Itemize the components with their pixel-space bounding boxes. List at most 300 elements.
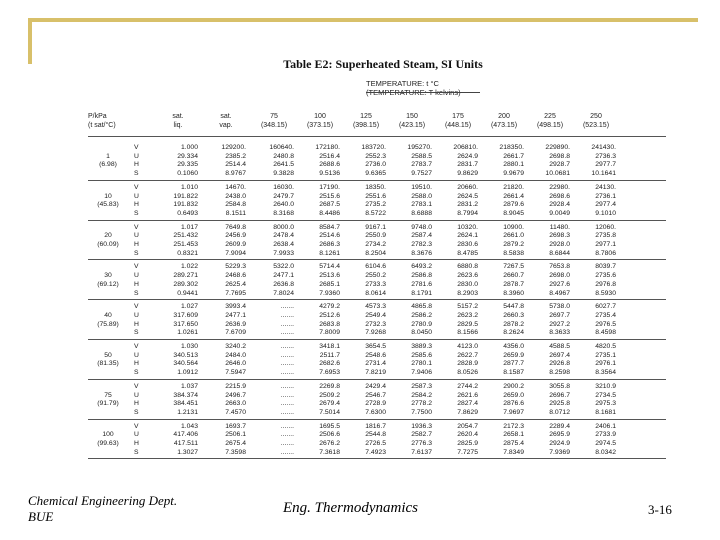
table-cell: 1936.3 (411, 422, 432, 430)
table-cell: 2830.6 (457, 241, 478, 248)
pressure-value: 30 (104, 272, 112, 280)
table-cell: 2696.7 (549, 391, 570, 399)
table-cell: 4279.2 (319, 303, 340, 311)
column-header-label: sat. (220, 113, 232, 120)
table-cell: 2975.3 (595, 400, 616, 408)
table-cell: 2609.9 (225, 241, 246, 248)
pressure-value: 40 (104, 311, 112, 319)
footer-university: BUE (28, 509, 54, 524)
table-cell: 2513.6 (319, 272, 340, 280)
table-row (88, 263, 668, 271)
table-cell: 2783.7 (411, 161, 432, 169)
table-cell: 2877.7 (503, 360, 524, 368)
table-cell: ....... (280, 422, 294, 430)
table-cell: 3889.3 (411, 343, 432, 350)
table-cell: 2778.2 (411, 400, 432, 408)
block-rule (88, 458, 666, 459)
column-header-label: 125 (360, 113, 372, 120)
table-row (88, 343, 668, 351)
table-cell: 8.3168 (273, 209, 294, 217)
table-cell: 7.7275 (457, 448, 478, 456)
column-header-label: 175 (452, 113, 464, 120)
table-cell: 2625.4 (225, 280, 246, 288)
column-header-5 (344, 112, 388, 130)
table-cell: ....... (280, 431, 294, 439)
column-header-sub: (398.15) (352, 122, 380, 129)
table-cell: 2623.6 (457, 272, 478, 280)
property-symbol: H (134, 360, 139, 368)
table-cell: 7.7500 (411, 408, 432, 416)
table-row (88, 449, 668, 457)
column-header-sub: (523.15) (582, 122, 610, 129)
table-cell: 8.4598 (595, 329, 616, 337)
table-cell: 2726.5 (365, 440, 386, 447)
table-cell: 2659.9 (503, 351, 524, 359)
table-cell: 384.374 (173, 391, 198, 399)
page-number: 3-16 (648, 502, 672, 517)
table-cell: 0.9441 (177, 289, 198, 297)
table-cell: 2584.8 (225, 201, 246, 209)
table-cell: 9748.0 (411, 223, 432, 231)
table-cell: 9.0049 (549, 209, 570, 217)
table-cell: 2676.2 (319, 440, 340, 447)
table-row (88, 409, 668, 417)
table-cell: 2732.3 (365, 320, 386, 328)
footer-course-title: Eng. Thermodynamics (283, 500, 418, 516)
table-cell: 2977.4 (595, 201, 616, 209)
table-cell: 8584.7 (319, 223, 340, 231)
property-symbol: V (134, 144, 139, 151)
table-row (88, 383, 668, 391)
table-cell: 5229.3 (225, 263, 246, 271)
table-cell: ....... (280, 329, 294, 337)
table-row (88, 312, 668, 320)
property-symbol: S (134, 170, 139, 178)
table-cell: 7.4570 (225, 408, 246, 416)
table-cell: 7.7695 (225, 289, 246, 297)
table-cell: 2468.6 (225, 272, 246, 280)
table-row (88, 369, 668, 377)
table-cell: 1.030 (180, 343, 198, 350)
property-symbol: H (134, 201, 139, 209)
block-rule (88, 220, 666, 221)
table-cell: 7.5947 (225, 369, 246, 377)
table-row (88, 272, 668, 280)
table-cell: 2698.6 (549, 192, 570, 200)
table-cell: 4356.0 (503, 343, 524, 350)
table-cell: 2551.6 (365, 192, 386, 200)
table-cell: 12060. (595, 223, 616, 231)
header-rule (88, 136, 666, 137)
property-symbol: S (134, 448, 139, 456)
table-cell: 2385.2 (225, 152, 246, 160)
table-cell: 2624.1 (457, 232, 478, 240)
table-cell: 8.3564 (595, 369, 616, 377)
table-cell: 2976.5 (595, 320, 616, 328)
table-cell: 8.1261 (319, 249, 340, 257)
table-cell: 2928.4 (549, 201, 570, 209)
table-cell: 10.1641 (591, 170, 616, 178)
table-cell: ....... (280, 360, 294, 368)
table-cell: 2549.4 (365, 311, 386, 319)
table-cell: 2780.1 (411, 360, 432, 368)
table-cell: 14670. (225, 183, 246, 191)
table-cell: 2736.3 (595, 152, 616, 160)
table-cell: 11480. (549, 223, 570, 231)
table-cell: 1.3027 (177, 448, 198, 456)
table-cell: 5714.4 (319, 263, 340, 271)
table-cell: 10900. (503, 223, 524, 231)
property-symbol: S (134, 289, 139, 297)
table-cell: 3055.8 (549, 382, 570, 390)
table-cell: 2831.7 (457, 161, 478, 169)
table-cell: 2585.6 (411, 351, 432, 359)
column-header-label: P/kPa (88, 113, 107, 120)
block-rule (88, 259, 666, 260)
column-header-0 (88, 112, 140, 130)
table-cell: 2587.3 (411, 382, 432, 390)
table-row (88, 392, 668, 400)
property-symbol: U (134, 272, 139, 280)
table-cell: ....... (280, 448, 294, 456)
table-cell: 2776.3 (411, 440, 432, 447)
table-cell: 6493.2 (411, 263, 432, 271)
column-header-sub: liq. (173, 122, 183, 129)
table-cell: 9.6365 (365, 170, 386, 178)
table-cell: 8.3633 (549, 329, 570, 337)
table-cell: 9.7527 (411, 170, 432, 178)
saturation-temperature: (60.09) (97, 241, 119, 248)
table-cell: 2679.4 (319, 400, 340, 408)
column-header-3 (252, 112, 296, 130)
table-cell: ....... (280, 320, 294, 328)
footer-department (28, 493, 177, 525)
table-cell: 2663.0 (225, 400, 246, 408)
table-cell: 2878.2 (503, 320, 524, 328)
table-cell: 20660. (457, 183, 478, 191)
table-cell: 218350. (499, 144, 524, 151)
property-symbol: H (134, 280, 139, 288)
table-cell: 2735.4 (595, 311, 616, 319)
column-header-7 (436, 112, 480, 130)
property-symbol: S (134, 249, 139, 257)
table-row (88, 281, 668, 289)
table-cell: 8000.0 (273, 223, 294, 231)
table-cell: 2924.9 (549, 440, 570, 447)
table-cell: 2582.7 (411, 431, 432, 439)
column-header-sub: (373.15) (306, 122, 334, 129)
table-cell: 2735.8 (595, 232, 616, 240)
table-cell: 2515.6 (319, 192, 340, 200)
table-row (88, 210, 668, 218)
table-cell: 29.334 (177, 152, 198, 160)
table-cell: 7.9360 (319, 289, 340, 297)
table-cell: 2831.2 (457, 201, 478, 209)
table-cell: 2054.7 (457, 422, 478, 430)
table-cell: 251.432 (173, 232, 198, 240)
table-cell: 2550.9 (365, 232, 386, 240)
table-cell: 21820. (503, 183, 524, 191)
table-cell: 10320. (457, 223, 478, 231)
table-cell: 2586.8 (411, 272, 432, 280)
table-cell: 2622.7 (457, 351, 478, 359)
table-cell: 2516.4 (319, 152, 340, 160)
table-cell: 2977.7 (595, 161, 616, 169)
table-cell: 8.1587 (503, 369, 524, 377)
table-cell: 7.8024 (273, 289, 294, 297)
table-cell: 4865.8 (411, 303, 432, 311)
table-cell: 2736.0 (365, 161, 386, 169)
table-cell: 2688.6 (319, 161, 340, 169)
table-cell: 2900.2 (503, 382, 524, 390)
property-symbol: S (134, 209, 139, 217)
property-symbol: H (134, 400, 139, 408)
table-row (88, 400, 668, 408)
pressure-value: 10 (104, 192, 112, 200)
table-cell: 1.000 (180, 144, 198, 151)
table-cell: 1695.5 (319, 422, 340, 430)
table-cell: 22980. (549, 183, 570, 191)
table-row (88, 329, 668, 337)
table-cell: 2269.8 (319, 382, 340, 390)
column-header-label: sat. (172, 113, 184, 120)
table-cell: 0.6493 (177, 209, 198, 217)
table-cell: 8039.7 (595, 263, 616, 271)
table-cell: 4123.0 (457, 343, 478, 350)
footer-department-name: Chemical Engineering Dept. (28, 493, 178, 508)
column-header-label: 150 (406, 113, 418, 120)
table-cell: 2661.4 (503, 192, 524, 200)
table-cell: 8.0614 (365, 289, 386, 297)
table-cell: 2698.0 (549, 272, 570, 280)
table-cell: 2695.9 (549, 431, 570, 439)
table-cell: 3993.4 (225, 303, 246, 311)
pressure-value: 75 (104, 391, 112, 399)
table-cell: 1.0261 (177, 329, 198, 337)
table-cell: ....... (280, 369, 294, 377)
table-cell: 2514.6 (319, 232, 340, 240)
property-symbol: U (134, 232, 139, 240)
table-cell: 8.0526 (457, 369, 478, 377)
table-row (88, 241, 668, 249)
table-row (88, 144, 668, 152)
table-cell: 2624.9 (457, 152, 478, 160)
table-cell: 2736.1 (595, 192, 616, 200)
table-cell: 2697.4 (549, 351, 570, 359)
table-cell: ....... (280, 303, 294, 311)
saturation-temperature: (75.89) (97, 320, 119, 328)
column-header-1 (156, 112, 200, 130)
table-cell: 2406.1 (595, 422, 616, 430)
table-cell: 2289.4 (549, 422, 570, 430)
table-cell: 2641.5 (273, 161, 294, 169)
table-cell: ....... (280, 408, 294, 416)
table-cell: 18350. (365, 183, 386, 191)
table-cell: 2660.7 (503, 272, 524, 280)
table-cell: 8.1511 (225, 209, 246, 217)
table-cell: 8.7994 (457, 209, 478, 217)
table-cell: 2744.2 (457, 382, 478, 390)
table-row (88, 232, 668, 240)
table-cell: 2620.4 (457, 431, 478, 439)
property-symbol: V (134, 263, 139, 271)
table-cell: ....... (280, 343, 294, 350)
table-cell: 2479.7 (273, 192, 294, 200)
steam-table-scan (88, 52, 678, 500)
block-rule (88, 419, 666, 420)
table-cell: 7.9369 (549, 448, 570, 456)
table-cell: 2782.3 (411, 241, 432, 248)
pressure-value: 1 (106, 152, 110, 160)
table-cell: ....... (280, 391, 294, 399)
table-cell: 1.043 (180, 422, 198, 430)
table-cell: 1816.7 (365, 422, 386, 430)
table-cell: 2588.5 (411, 152, 432, 160)
table-cell: 2829.5 (457, 320, 478, 328)
column-header-label: 225 (544, 113, 556, 120)
table-cell: 8.1681 (595, 408, 616, 416)
table-cell: 9.9679 (503, 170, 524, 178)
table-cell: 2697.7 (549, 311, 570, 319)
table-cell: 2552.3 (365, 152, 386, 160)
table-cell: 2683.8 (319, 320, 340, 328)
table-cell: 2698.3 (549, 232, 570, 240)
table-cell: 2783.1 (411, 201, 432, 209)
table-cell: 7.4923 (365, 448, 386, 456)
table-cell: 195270. (407, 144, 432, 151)
table-cell: 1.027 (180, 303, 198, 311)
table-cell: 206810. (453, 144, 478, 151)
table-cell: 2825.9 (457, 440, 478, 447)
table-title: Table E2: Superheated Steam, SI Units (283, 57, 483, 71)
table-cell: 2977.1 (595, 241, 616, 248)
table-cell: 8.4967 (549, 289, 570, 297)
table-cell: 7.9268 (365, 329, 386, 337)
table-cell: 3654.5 (365, 343, 386, 350)
table-cell: 8.6844 (549, 249, 570, 257)
table-cell: 2976.8 (595, 280, 616, 288)
table-cell: 2546.7 (365, 391, 386, 399)
column-header-label: 250 (590, 113, 602, 120)
table-cell: 2828.9 (457, 360, 478, 368)
table-row (88, 303, 668, 311)
table-row (88, 184, 668, 192)
column-header-4 (298, 112, 342, 130)
table-cell: 2429.4 (365, 382, 386, 390)
property-symbol: V (134, 343, 139, 350)
table-cell: 2480.8 (273, 152, 294, 160)
table-cell: 2661.0 (503, 232, 524, 240)
table-cell: 2682.6 (319, 360, 340, 368)
table-cell: 289.271 (173, 272, 198, 280)
table-cell: 2660.3 (503, 311, 524, 319)
table-cell: 2636.8 (273, 280, 294, 288)
table-cell: 2698.8 (549, 152, 570, 160)
table-cell: 183720. (361, 144, 386, 151)
table-cell: 191.832 (173, 201, 198, 209)
table-cell: 8.6888 (411, 209, 432, 217)
column-header-8 (482, 112, 526, 130)
table-cell: 8.2598 (549, 369, 570, 377)
table-cell: 7.5014 (319, 408, 340, 416)
column-header-label: 100 (314, 113, 326, 120)
table-cell: 2588.0 (411, 192, 432, 200)
table-cell: 2640.0 (273, 201, 294, 209)
table-cell: 1693.7 (225, 422, 246, 430)
table-cell: 2636.9 (225, 320, 246, 328)
table-row (88, 352, 668, 360)
table-cell: 417.511 (173, 440, 198, 447)
table-cell: 24130. (595, 183, 616, 191)
table-cell: 10.0681 (545, 170, 570, 178)
table-cell: 2550.2 (365, 272, 386, 280)
table-cell: 8.0342 (595, 448, 616, 456)
table-cell: 8.2903 (457, 289, 478, 297)
table-cell: 9.8629 (457, 170, 478, 178)
table-cell: 7.3618 (319, 448, 340, 456)
table-cell: 9.3828 (273, 170, 294, 178)
column-header-sub: (448.15) (444, 122, 472, 129)
property-symbol: U (134, 311, 139, 319)
table-cell: 8.5722 (365, 209, 386, 217)
pressure-value: 50 (104, 351, 112, 359)
table-row (88, 440, 668, 448)
table-cell: 1.010 (180, 183, 198, 191)
table-cell: 8.5838 (503, 249, 524, 257)
table-cell: 2659.0 (503, 391, 524, 399)
table-cell: 2586.2 (411, 311, 432, 319)
column-header-sub: (498.15) (536, 122, 564, 129)
table-cell: 172180. (315, 144, 340, 151)
table-cell: 2879.6 (503, 201, 524, 209)
column-header-6 (390, 112, 434, 130)
property-symbol: S (134, 369, 139, 377)
column-header-sub: vap. (219, 122, 233, 129)
table-cell: 2509.2 (319, 391, 340, 399)
pressure-value: 20 (104, 232, 112, 240)
table-row (88, 431, 668, 439)
table-cell: 5322.0 (273, 263, 294, 271)
table-cell: 2478.4 (273, 232, 294, 240)
table-cell: 2974.5 (595, 440, 616, 447)
column-header-9 (528, 112, 572, 130)
table-cell: 8.9045 (503, 209, 524, 217)
table-cell: 2621.6 (457, 391, 478, 399)
table-cell: 8.1791 (411, 289, 432, 297)
table-cell: 4588.5 (549, 343, 570, 350)
column-header-sub: (473.15) (490, 122, 518, 129)
table-cell: ....... (280, 440, 294, 447)
table-cell: 6104.6 (365, 263, 386, 271)
table-cell: 2926.8 (549, 360, 570, 368)
table-cell: 229890. (545, 144, 570, 151)
table-cell: 2512.6 (319, 311, 340, 319)
table-cell: 2496.7 (225, 391, 246, 399)
property-symbol: H (134, 161, 139, 169)
temperature-line-celsius: TEMPERATURE: t °C (366, 79, 439, 88)
slide-frame-top-bar (28, 18, 698, 22)
table-cell: 2781.6 (411, 280, 432, 288)
table-cell: 8.2504 (365, 249, 386, 257)
table-row (88, 290, 668, 298)
table-cell: 7649.8 (225, 223, 246, 231)
column-header-sub: (423.15) (398, 122, 426, 129)
table-cell: 2733.9 (595, 431, 616, 439)
saturation-temperature: (91.79) (97, 400, 119, 408)
table-cell: 7.9094 (225, 249, 246, 257)
table-cell: 2878.7 (503, 280, 524, 288)
table-cell: 2477.1 (225, 311, 246, 319)
